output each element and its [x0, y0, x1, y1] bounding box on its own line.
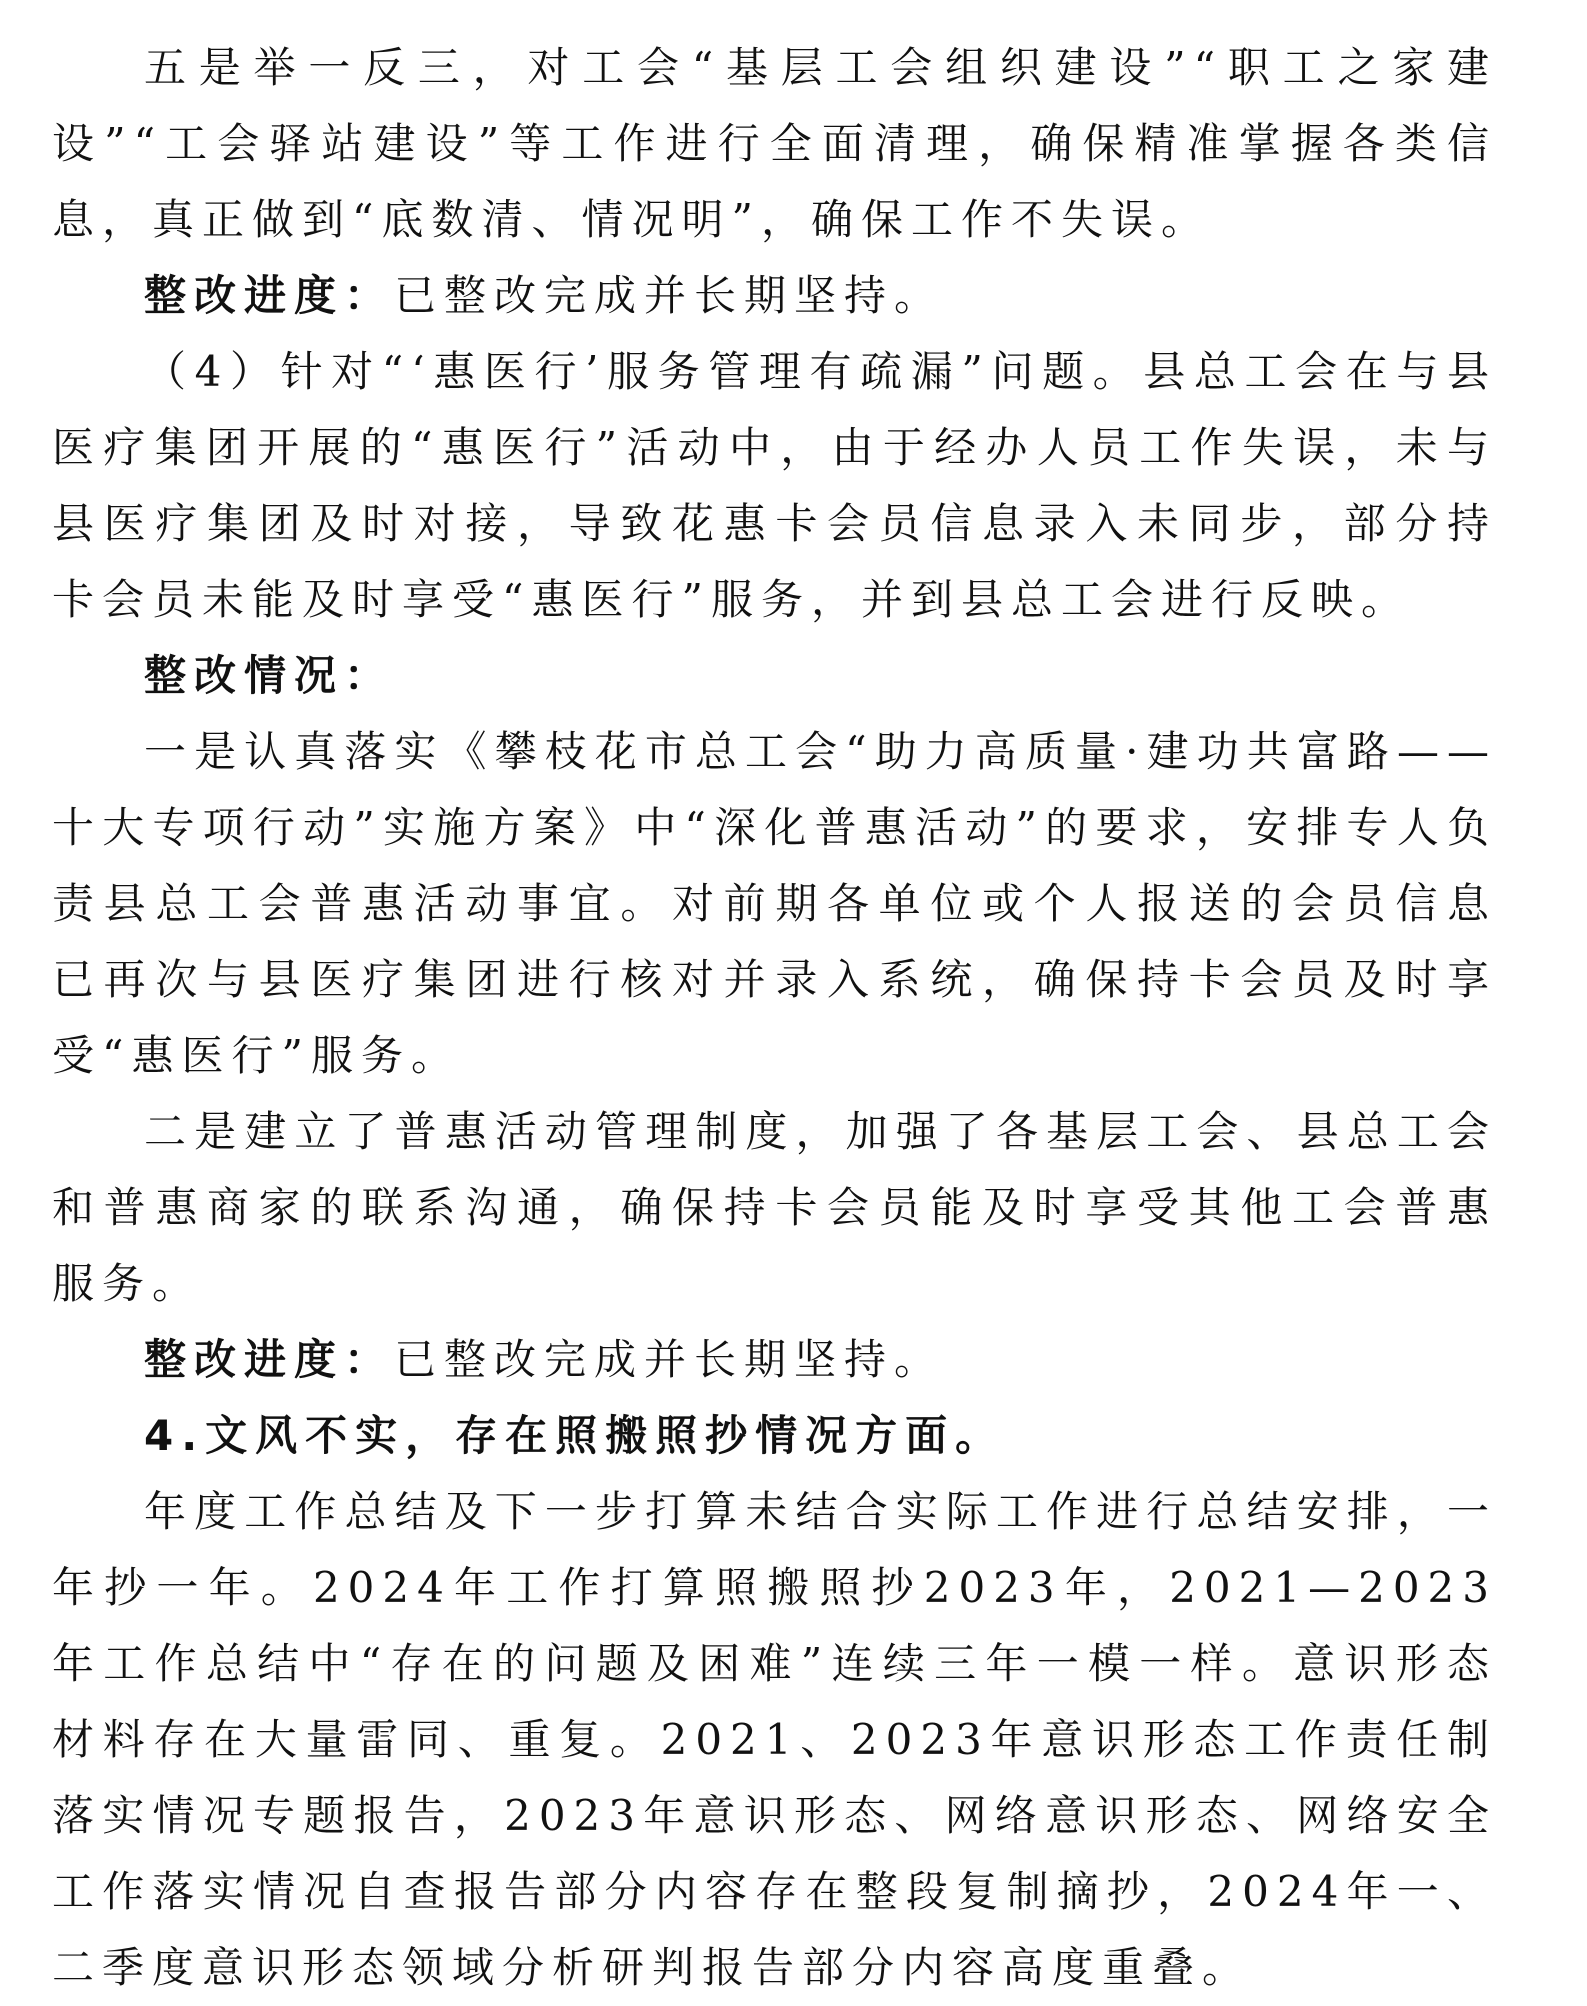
paragraph-text: 五是举一反三，对工会“基层工会组织建设”“职工之家建设”“工会驿站建设”等工作进行全面清理，确保精准掌握各类信息，真正做到“底数清、情况明”，确保工作不失误。 — [52, 43, 1497, 244]
paragraph-measure-two — [52, 1094, 1497, 1322]
paragraph-progress-2 — [52, 1322, 1497, 1398]
progress-label: 整改进度： — [144, 1335, 395, 1384]
document-page — [52, 30, 1497, 2006]
heading-text: 4.文风不实，存在照搬照抄情况方面。 — [144, 1411, 1006, 1460]
paragraph-text: 年度工作总结及下一步打算未结合实际工作进行总结安排，一年抄一年。2024年工作打算照搬照抄2023年，2021—2023年工作总结中“存在的问题及困难”连续三年一模一样。意识形态材料存在大量雷同、重复。2021、2023年意识形态工作责任制落实情况专题报告，2023年意识形态、网络意识形态、网络安全工作落实情况自查报告部分内容存在整段复制摘抄，2024年一、二季度意识形态领域分析研判报告部分内容高度重叠。 — [52, 1487, 1497, 1992]
paragraph-huiyixing-issue — [52, 334, 1497, 638]
progress-text: 已整改完成并长期坚持。 — [394, 271, 945, 320]
section-heading-4 — [52, 1398, 1497, 1474]
progress-label: 整改进度： — [144, 271, 395, 320]
paragraph-text: 一是认真落实《攀枝花市总工会“助力高质量·建功共富路——十大专项行动”实施方案》中“深化普惠活动”的要求，安排专人负责县总工会普惠活动事宜。对前期各单位或个人报送的会员信息已再次与县医疗集团进行核对并录入系统，确保持卡会员及时享受“惠医行”服务。 — [52, 727, 1497, 1080]
paragraph-text: 二是建立了普惠活动管理制度，加强了各基层工会、县总工会和普惠商家的联系沟通，确保持卡会员能及时享受其他工会普惠服务。 — [52, 1107, 1497, 1308]
progress-text: 已整改完成并长期坚持。 — [394, 1335, 945, 1384]
paragraph-writing-style-issue — [52, 1474, 1497, 2006]
paragraph-jiceng-cleanup — [52, 30, 1497, 258]
paragraph-measure-one — [52, 714, 1497, 1094]
paragraph-progress-1 — [52, 258, 1497, 334]
paragraph-rectification-label — [52, 638, 1497, 714]
rectification-label: 整改情况： — [144, 651, 395, 700]
paragraph-text: （4）针对“‘惠医行’服务管理有疏漏”问题。县总工会在与县医疗集团开展的“惠医行”活动中，由于经办人员工作失误，未与县医疗集团及时对接，导致花惠卡会员信息录入未同步，部分持卡会员未能及时享受“惠医行”服务，并到县总工会进行反映。 — [52, 347, 1497, 624]
